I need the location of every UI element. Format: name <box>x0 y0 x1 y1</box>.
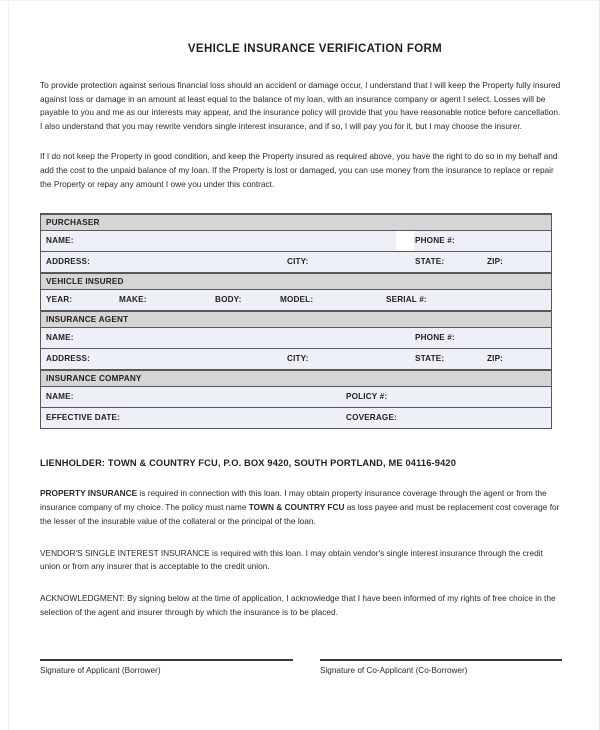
label-purchaser-name: NAME: <box>46 236 74 246</box>
label-agent-phone: PHONE #: <box>415 333 455 343</box>
section-header-vehicle-insured <box>41 273 551 290</box>
label-agent-city: CITY: <box>287 354 309 364</box>
label-company-effective-date: EFFECTIVE DATE: <box>46 413 120 423</box>
property-insurance-text-2: as loss payee and must be replacement cost coverage for the lesser of the insurable value of the collateral or the principal of the loan. <box>40 501 560 526</box>
section-header-vehicle-insured-label: VEHICLE INSURED <box>46 277 124 287</box>
document-content <box>40 1 562 693</box>
label-company-coverage: COVERAGE: <box>346 413 397 423</box>
insurance-form-table <box>40 213 552 429</box>
label-vehicle-body: BODY: <box>215 295 242 305</box>
page-title: VEHICLE INSURANCE VERIFICATION FORM <box>187 43 443 55</box>
row-purchaser-name <box>41 231 551 252</box>
section-header-insurance-agent <box>41 311 551 328</box>
section-header-purchaser-label: PURCHASER <box>46 218 100 228</box>
signature-block-co-applicant <box>320 659 562 675</box>
label-agent-state: STATE: <box>415 354 445 364</box>
row-vehicle-details <box>41 290 551 311</box>
intro-paragraph-2: If I do not keep the Property in good condition, and keep the Property insured as required above, you have the right to do so in my behalf and add the cost to the unpaid balance of my loan. If the Property is lost or damaged, you can use money from the insurance to replace or repair the Property or repay any amount I owe you under this contract. <box>40 151 558 189</box>
row-company-name <box>41 387 551 408</box>
label-vehicle-year: YEAR: <box>46 295 73 305</box>
label-vehicle-model: MODEL: <box>280 295 314 305</box>
label-purchaser-state: STATE: <box>415 257 445 267</box>
label-vehicle-make: MAKE: <box>119 295 147 305</box>
row-agent-address <box>41 349 551 370</box>
signature-block-applicant <box>40 659 293 675</box>
signature-label-applicant: Signature of Applicant (Borrower) <box>40 665 161 675</box>
acknowledgment-paragraph: ACKNOWLEDGMENT: By signing below at the time of application, I acknowledge that I have been informed of my rights of free choice in the selection of the agent and insurer through by which the insurance is to be placed. <box>40 593 556 617</box>
section-header-insurance-agent-label: INSURANCE AGENT <box>46 315 129 325</box>
label-purchaser-phone: PHONE #: <box>415 236 455 246</box>
signature-area <box>40 659 562 693</box>
property-insurance-lead: PROPERTY INSURANCE <box>40 488 138 499</box>
property-insurance-emphasis: TOWN & COUNTRY FCU <box>248 501 345 512</box>
label-agent-name: NAME: <box>46 333 74 343</box>
section-header-insurance-company-label: INSURANCE COMPANY <box>46 374 142 384</box>
signature-label-co-applicant: Signature of Co-Applicant (Co-Borrower) <box>320 665 468 675</box>
vendor-insurance-paragraph: VENDOR'S SINGLE INTEREST INSURANCE is required with this loan. I may obtain vendor's single interest insurance through the credit union or from any insurer that is acceptable to the credit union. <box>40 547 543 572</box>
row-company-effective-date <box>41 408 551 428</box>
label-agent-zip: ZIP: <box>487 354 504 364</box>
row-purchaser-address <box>41 252 551 273</box>
cell-divider <box>396 231 414 251</box>
label-company-name: NAME: <box>46 392 74 402</box>
section-header-purchaser <box>41 214 551 231</box>
label-company-policy: POLICY #: <box>346 392 388 402</box>
lienholder-line: LIENHOLDER: TOWN & COUNTRY FCU, P.O. BOX 9420, SOUTH PORTLAND, ME 04116-9420 <box>40 458 457 469</box>
label-purchaser-zip: ZIP: <box>487 257 504 267</box>
intro-paragraph-1: To provide protection against serious financial loss should an accident or damage occur, I understand that I will keep the Property fully insured against loss or damage in an amount at least equal to the balance of my loan, with an insurance company or agent I select. Losses will be payable to you and me as our interests may appear, and the insurance policy will provide that you have reasonable notice before cancellation. I also understand that you may rewrite vendors single interest insurance, and if so, I will pay you for it, but I may choose the insurer. <box>40 80 561 131</box>
label-purchaser-address: ADDRESS: <box>46 257 90 267</box>
section-header-insurance-company <box>41 370 551 387</box>
signature-line-co-applicant[interactable] <box>320 659 562 661</box>
label-agent-address: ADDRESS: <box>46 354 90 364</box>
label-vehicle-serial: SERIAL #: <box>386 295 427 305</box>
row-agent-name <box>41 328 551 349</box>
property-insurance-paragraph <box>40 487 562 528</box>
signature-line-applicant[interactable] <box>40 659 293 661</box>
property-insurance-text-1: is required in connection with this loan. I may obtain property insurance coverage through the agent or from the insurance company of my choice. The policy must name <box>40 488 547 512</box>
label-purchaser-city: CITY: <box>287 257 309 267</box>
